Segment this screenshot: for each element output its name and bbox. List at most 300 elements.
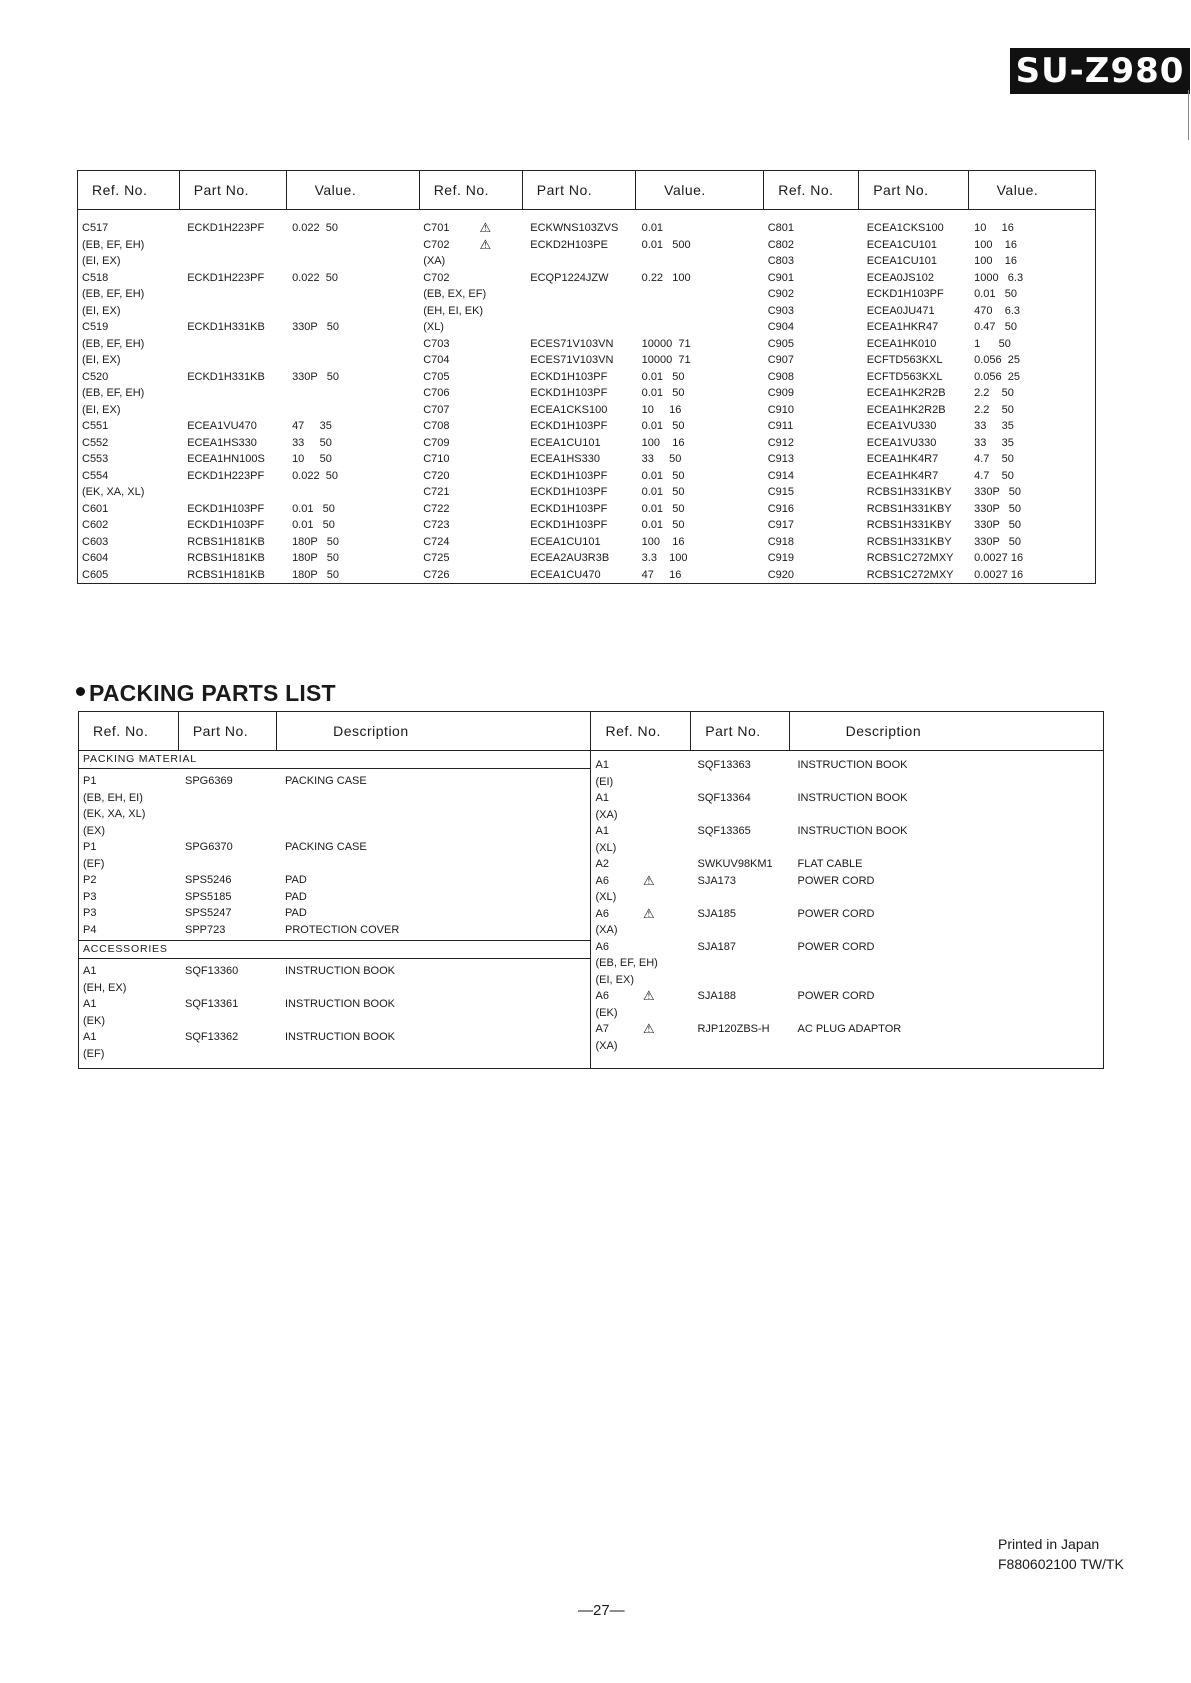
column-header: Ref. No. xyxy=(764,171,859,210)
ref-cell: C911 xyxy=(767,420,794,432)
part-cell: ECEA1HK010 xyxy=(866,337,937,350)
ref-cell: C706 xyxy=(423,387,450,399)
ref-cell: (EI, EX) xyxy=(595,973,634,986)
column-header: Ref. No. xyxy=(419,171,522,210)
part-cell xyxy=(187,303,286,320)
part-cell: SQF13363 xyxy=(697,759,751,771)
ref-cell: (EB, EH, EI) xyxy=(83,791,143,804)
ref-cell: C905 xyxy=(767,337,794,350)
part-cell xyxy=(697,972,797,989)
block-col-ref xyxy=(83,963,185,1062)
description-cell: PACKING CASE xyxy=(285,841,367,853)
part-cell: ECEA2AU3R3B xyxy=(530,552,610,564)
ref-cell: C915 xyxy=(767,486,794,498)
part-cell xyxy=(187,484,286,501)
description-cell xyxy=(285,790,575,807)
value-cell: 0.022 50 xyxy=(292,469,338,482)
value-cell: 2.2 50 xyxy=(974,387,1014,399)
value-cell xyxy=(292,336,419,353)
value-cell: 2.2 50 xyxy=(974,403,1014,416)
column-header: Part No. xyxy=(178,712,276,751)
ref-cell: A1 xyxy=(83,1031,97,1043)
block-col-ref xyxy=(83,773,185,938)
ref-cell: (XL) xyxy=(595,891,617,903)
part-cell: ECEA0JS102 xyxy=(866,271,934,284)
ref-cell: A1 xyxy=(83,998,97,1010)
part-cell xyxy=(530,253,635,270)
part-cell xyxy=(187,385,286,402)
description-cell: POWER CORD xyxy=(797,874,875,887)
part-cell: ECFTD563KXL xyxy=(866,354,943,366)
ref-cell: (EK) xyxy=(595,1006,618,1019)
part-cell: RCBS1H331KBY xyxy=(866,535,952,548)
part-cell: ECKD1H103PF xyxy=(530,486,608,498)
ref-cell: (XL) xyxy=(423,321,444,333)
value-cell xyxy=(292,237,419,254)
part-cell xyxy=(185,980,285,997)
warning-icon: ⚠ xyxy=(642,1021,655,1036)
part-cell: ECKD1H103PF xyxy=(530,519,608,531)
value-cell: 0.01 50 xyxy=(641,387,685,399)
value-cell: 4.7 50 xyxy=(974,453,1014,465)
part-cell xyxy=(697,774,797,791)
cap-col-ref xyxy=(764,210,859,584)
ref-cell: C519 xyxy=(82,321,109,333)
ref-cell: C552 xyxy=(82,436,109,449)
ref-cell: C803 xyxy=(767,255,794,267)
part-cell: RCBS1H331KBY xyxy=(866,519,952,531)
packing-parts-table xyxy=(78,711,1104,1069)
ref-cell: C918 xyxy=(767,535,794,548)
ref-cell: A6 ⚠ xyxy=(595,905,655,921)
ref-cell: A7 ⚠ xyxy=(595,1021,655,1036)
description-cell xyxy=(285,980,575,997)
part-cell: SPG6369 xyxy=(185,775,233,787)
part-cell: ECEA1HKR47 xyxy=(866,321,939,333)
description-cell xyxy=(285,823,575,840)
description-cell xyxy=(285,806,575,823)
part-cell: ECEA1HK2R2B xyxy=(866,387,946,399)
value-cell xyxy=(642,286,764,303)
part-cell xyxy=(187,402,286,419)
part-cell xyxy=(697,955,797,972)
value-cell xyxy=(292,484,419,501)
column-header: Part No. xyxy=(859,171,968,210)
accessories-label: ACCESSORIES xyxy=(79,940,590,959)
part-cell: RJP120ZBS-H xyxy=(697,1023,770,1035)
description-cell: PAD xyxy=(285,890,307,903)
description-cell: INSTRUCTION BOOK xyxy=(285,1031,396,1043)
ref-cell: C908 xyxy=(767,370,794,383)
part-cell: RCBS1H331KBY xyxy=(866,486,952,498)
packing-right xyxy=(591,751,1104,1069)
description-cell: PAD xyxy=(285,874,307,886)
value-cell: 10 16 xyxy=(974,222,1014,234)
part-cell: SPS5246 xyxy=(185,874,232,886)
warning-icon: ⚠ xyxy=(642,905,655,921)
block-col-part xyxy=(697,757,797,1054)
part-cell: ECKD1H331KB xyxy=(187,321,265,333)
parts-block xyxy=(591,751,1103,1056)
ref-cell: P3 xyxy=(83,890,97,903)
part-cell: ECQP1224JZW xyxy=(530,271,609,284)
ref-cell: C724 xyxy=(423,535,450,548)
ref-cell: C910 xyxy=(767,403,794,416)
value-cell xyxy=(642,319,764,336)
column-header: Part No. xyxy=(522,171,635,210)
print-info xyxy=(998,1534,1124,1574)
part-cell: ECKD1H223PF xyxy=(187,222,265,234)
description-cell: INSTRUCTION BOOK xyxy=(285,965,396,977)
part-cell: ECKD1H103PF xyxy=(530,370,608,383)
value-cell: 33 50 xyxy=(292,436,332,449)
value-cell: 0.022 50 xyxy=(292,222,338,234)
part-cell: ECEA1VU330 xyxy=(866,436,937,449)
ref-cell: C603 xyxy=(82,535,109,548)
value-cell xyxy=(292,253,419,270)
value-cell: 4.7 50 xyxy=(974,469,1014,482)
value-cell xyxy=(642,303,764,320)
ref-cell: C605 xyxy=(82,568,109,581)
part-cell: ECEA1HS330 xyxy=(530,453,600,465)
part-cell: ECKD1H103PF xyxy=(530,420,608,432)
ref-cell: C520 xyxy=(82,370,109,383)
description-cell: POWER CORD xyxy=(797,990,875,1002)
warning-icon: ⚠ xyxy=(642,872,655,888)
ref-cell: C901 xyxy=(767,271,794,284)
part-cell: ECEA1VU470 xyxy=(187,420,257,432)
ref-cell: C554 xyxy=(82,469,109,482)
description-cell: FLAT CABLE xyxy=(797,858,863,870)
part-cell: ECKD1H331KB xyxy=(187,370,265,383)
packing-parts-title: PACKING PARTS LIST xyxy=(76,680,336,707)
ref-cell: C907 xyxy=(767,354,794,366)
part-cell: ECEA1CKS100 xyxy=(866,222,944,234)
part-cell: RCBS1C272MXY xyxy=(866,552,954,564)
part-cell: SJA188 xyxy=(697,990,737,1002)
ref-cell: C722 xyxy=(423,502,450,515)
ref-cell: C720 xyxy=(423,469,450,482)
part-cell xyxy=(185,790,285,807)
ref-cell: C702 xyxy=(423,271,450,284)
part-cell: ECEA1HK2R2B xyxy=(866,403,946,416)
part-cell xyxy=(697,1038,797,1055)
part-cell: SQF13364 xyxy=(697,792,751,804)
part-cell: SPG6370 xyxy=(185,841,233,853)
document-code: F880602100 TW/TK xyxy=(998,1556,1124,1572)
ref-cell: (XA) xyxy=(595,808,618,821)
ref-cell: C902 xyxy=(767,288,794,300)
badge-divider xyxy=(1188,90,1189,140)
part-cell: ECEA1CU101 xyxy=(866,255,938,267)
description-cell xyxy=(797,1038,1087,1055)
part-cell: RCBS1H181KB xyxy=(187,535,265,548)
ref-cell: C913 xyxy=(767,453,794,465)
value-cell: 330P 50 xyxy=(292,370,339,383)
value-cell xyxy=(292,402,419,419)
ref-cell: C701 ⚠ xyxy=(423,220,492,235)
ref-cell: C604 xyxy=(82,552,109,564)
description-cell: PACKING CASE xyxy=(285,775,367,787)
ref-cell: C909 xyxy=(767,387,794,399)
part-cell xyxy=(187,237,286,254)
part-cell: ECEA1HK4R7 xyxy=(866,469,939,482)
part-cell xyxy=(187,286,286,303)
part-cell: ECEA0JU471 xyxy=(866,304,935,317)
part-cell xyxy=(697,889,797,906)
value-cell: 0.056 25 xyxy=(974,354,1020,366)
part-cell: ECKD1H223PF xyxy=(187,469,265,482)
value-cell: 3.3 100 xyxy=(641,552,688,564)
value-cell: 47 35 xyxy=(292,420,332,432)
value-cell: 0.01 50 xyxy=(641,486,685,498)
ref-cell: C702 ⚠ xyxy=(423,236,492,252)
warning-icon: ⚠ xyxy=(479,220,492,235)
ref-cell: (EI, EX) xyxy=(82,304,121,317)
ref-cell: (EF) xyxy=(83,857,105,870)
ref-cell: (EH, EI, EK) xyxy=(423,304,484,317)
part-cell: SQF13365 xyxy=(697,825,751,837)
part-cell: RCBS1H331KBY xyxy=(866,502,952,515)
description-cell: AC PLUG ADAPTOR xyxy=(797,1023,902,1035)
block-col-part xyxy=(185,773,285,938)
value-cell: 470 6.3 xyxy=(974,304,1020,317)
cap-col-ref xyxy=(78,210,180,584)
part-cell: ECES71V103VN xyxy=(530,337,614,350)
value-cell: 0.01 50 xyxy=(641,502,685,515)
capacitor-table xyxy=(77,170,1096,584)
description-cell xyxy=(797,922,1087,939)
cap-col-value xyxy=(636,210,764,584)
part-cell: ECEA1CU470 xyxy=(530,568,601,581)
ref-cell: P3 xyxy=(83,907,97,919)
part-cell xyxy=(185,823,285,840)
ref-cell: P2 xyxy=(83,874,97,886)
description-cell xyxy=(797,889,1087,906)
ref-cell: A6 ⚠ xyxy=(595,872,655,888)
part-cell: ECKD1H103PF xyxy=(530,502,608,515)
column-header: Ref. No. xyxy=(591,712,691,751)
part-cell: SPS5247 xyxy=(185,907,232,919)
ref-cell: C912 xyxy=(767,436,794,449)
value-cell: 0.01 50 xyxy=(641,420,685,432)
description-cell xyxy=(797,955,1087,972)
bullet-icon xyxy=(76,687,85,696)
part-cell xyxy=(185,806,285,823)
ref-cell: C904 xyxy=(767,321,794,333)
value-cell: 100 16 xyxy=(974,238,1017,251)
part-cell: SQF13360 xyxy=(185,965,239,977)
ref-cell: C517 xyxy=(82,222,109,234)
column-header: Part No. xyxy=(691,712,789,751)
part-cell: ECKD1H103PF xyxy=(866,288,944,300)
part-cell: RCBS1H181KB xyxy=(187,568,265,581)
value-cell: 0.01 50 xyxy=(974,288,1017,300)
description-cell: PAD xyxy=(285,907,307,919)
value-cell: 330P 50 xyxy=(974,519,1022,531)
description-cell: INSTRUCTION BOOK xyxy=(797,792,908,804)
part-cell: RCBS1C272MXY xyxy=(866,568,954,581)
part-cell: SQF13362 xyxy=(185,1031,239,1043)
ref-cell: C801 xyxy=(767,222,794,234)
cap-col-ref xyxy=(419,210,522,584)
description-cell xyxy=(797,972,1087,989)
value-cell: 33 50 xyxy=(641,453,682,465)
ref-cell: A6 ⚠ xyxy=(595,988,655,1003)
block-col-part xyxy=(185,963,285,1062)
part-cell: ECKD1H103PF xyxy=(530,387,608,399)
value-cell: 33 35 xyxy=(974,420,1014,432)
value-cell: 0.01 50 xyxy=(641,519,685,531)
part-cell: ECEA1HK4R7 xyxy=(866,453,939,465)
value-cell: 100 16 xyxy=(641,535,685,548)
value-cell: 0.01 50 xyxy=(292,502,335,515)
part-cell: SJA173 xyxy=(697,874,737,887)
part-cell: ECFTD563KXL xyxy=(866,370,943,383)
ref-cell: (EF) xyxy=(83,1047,105,1060)
part-cell: ECEA1CU101 xyxy=(866,238,938,251)
ref-cell: A1 xyxy=(595,825,609,837)
part-cell xyxy=(530,319,635,336)
block-col-desc xyxy=(285,963,575,1062)
part-cell: SWKUV98KM1 xyxy=(697,858,773,870)
ref-cell: C916 xyxy=(767,502,794,515)
part-cell: SQF13361 xyxy=(185,998,239,1010)
part-cell xyxy=(530,303,635,320)
description-cell xyxy=(285,1046,575,1063)
part-cell: ECEA1HS330 xyxy=(187,436,257,449)
ref-cell: (EB, EF, EH) xyxy=(82,387,145,399)
ref-cell: (EB, EF, EH) xyxy=(82,288,145,300)
part-cell xyxy=(185,1013,285,1030)
ref-cell: C704 xyxy=(423,354,450,366)
value-cell: 10 50 xyxy=(292,453,332,465)
cap-col-part xyxy=(179,210,286,584)
ref-cell: C903 xyxy=(767,304,794,317)
ref-cell: C710 xyxy=(423,453,450,465)
cap-col-part xyxy=(859,210,968,584)
block-col-ref xyxy=(595,757,697,1054)
value-cell: 0.022 50 xyxy=(292,271,338,284)
column-header: Value. xyxy=(636,171,764,210)
description-cell: POWER CORD xyxy=(797,940,875,953)
ref-cell: C917 xyxy=(767,519,794,531)
value-cell: 0.01 50 xyxy=(641,370,685,383)
column-header: Ref. No. xyxy=(78,171,180,210)
part-cell: SPP723 xyxy=(185,923,226,936)
part-cell: ECEA1HN100S xyxy=(187,453,265,465)
part-cell: ECKD1H223PF xyxy=(187,271,265,284)
ref-cell: C914 xyxy=(767,469,794,482)
column-header: Value. xyxy=(968,171,1095,210)
part-cell: RCBS1H181KB xyxy=(187,552,265,564)
ref-cell: (XA) xyxy=(595,924,618,936)
ref-cell: C721 xyxy=(423,486,450,498)
cap-col-value xyxy=(968,210,1095,584)
value-cell: 0.47 50 xyxy=(974,321,1017,333)
ref-cell: C553 xyxy=(82,453,109,465)
packing-material-label: PACKING MATERIAL xyxy=(79,751,590,769)
part-cell: ECEA1CKS100 xyxy=(530,403,608,416)
ref-cell: (EK, XA, XL) xyxy=(83,808,146,820)
ref-cell: C705 xyxy=(423,370,450,383)
description-cell: INSTRUCTION BOOK xyxy=(285,998,396,1010)
description-cell: INSTRUCTION BOOK xyxy=(797,759,908,771)
part-cell xyxy=(185,1046,285,1063)
ref-cell: C723 xyxy=(423,519,450,531)
ref-cell: C551 xyxy=(82,420,109,432)
column-header: Description xyxy=(277,712,591,751)
ref-cell: (EI) xyxy=(595,775,614,788)
ref-cell: C802 xyxy=(767,238,794,251)
ref-cell: C703 xyxy=(423,337,450,350)
part-cell: ECEA1CU101 xyxy=(530,535,601,548)
part-cell: ECES71V103VN xyxy=(530,354,614,366)
description-cell xyxy=(797,807,1087,824)
cap-col-value xyxy=(286,210,419,584)
value-cell: 100 16 xyxy=(641,436,685,449)
ref-cell: (XA) xyxy=(423,255,446,267)
ref-cell: (EI, EX) xyxy=(82,354,121,366)
ref-cell: C726 xyxy=(423,568,450,581)
value-cell: 1 50 xyxy=(974,337,1011,350)
ref-cell: (EI, EX) xyxy=(82,255,121,267)
part-cell xyxy=(697,1005,797,1022)
model-badge: SU-Z980 xyxy=(1010,48,1190,94)
description-cell xyxy=(285,1013,575,1030)
ref-cell: C709 xyxy=(423,436,450,449)
part-cell xyxy=(697,922,797,939)
ref-cell: C518 xyxy=(82,271,109,284)
value-cell xyxy=(292,303,419,320)
ref-cell: (EB, EF, EH) xyxy=(82,337,145,350)
part-cell xyxy=(530,286,635,303)
ref-cell: P1 xyxy=(83,775,97,787)
ref-cell: C707 xyxy=(423,403,450,416)
value-cell: 33 35 xyxy=(974,436,1014,449)
value-cell: 180P 50 xyxy=(292,552,339,564)
ref-cell: (XL) xyxy=(595,841,617,854)
description-cell: INSTRUCTION BOOK xyxy=(797,825,908,837)
value-cell: 0.01 50 xyxy=(641,469,685,482)
value-cell: 10000 71 xyxy=(641,354,691,366)
ref-cell: (EH, EX) xyxy=(83,981,127,994)
ref-cell: (EK) xyxy=(83,1014,105,1027)
ref-cell: P4 xyxy=(83,923,97,936)
value-cell: 0.01 50 xyxy=(292,519,335,531)
part-cell: ECEA1CU101 xyxy=(530,436,601,449)
value-cell: 330P 50 xyxy=(974,486,1022,498)
ref-cell: C602 xyxy=(82,519,109,531)
warning-icon: ⚠ xyxy=(642,988,655,1003)
part-cell: SJA185 xyxy=(697,907,737,920)
ref-cell: (XA) xyxy=(595,1039,618,1052)
value-cell: 10000 71 xyxy=(641,337,691,350)
value-cell: 330P 50 xyxy=(292,321,339,333)
ref-cell: C708 xyxy=(423,420,450,432)
value-cell xyxy=(642,253,764,270)
ref-cell: C919 xyxy=(767,552,794,564)
value-cell: 0.01 500 xyxy=(641,238,691,251)
description-cell xyxy=(285,856,575,873)
column-header: Part No. xyxy=(179,171,286,210)
part-cell: ECKWNS103ZVS xyxy=(530,222,619,234)
value-cell: 47 16 xyxy=(641,568,682,581)
ref-cell: A6 xyxy=(595,940,609,953)
part-cell xyxy=(187,253,286,270)
part-cell xyxy=(187,352,286,369)
value-cell xyxy=(292,286,419,303)
